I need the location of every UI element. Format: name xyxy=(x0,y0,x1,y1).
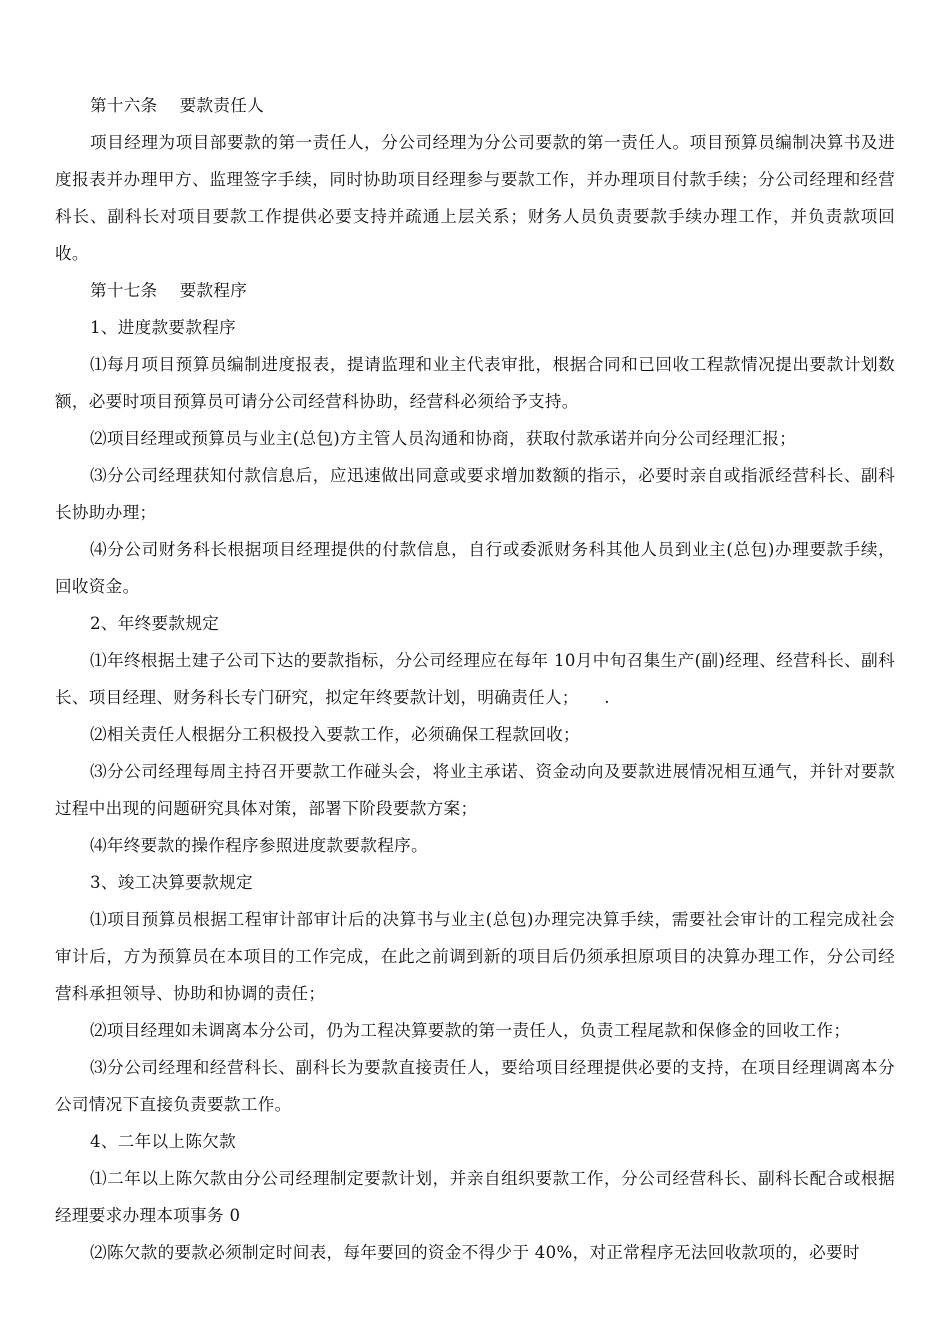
section-2-item-3: ⑶分公司经理每周主持召开要款工作碰头会，将业主承诺、资金动向及要款进展情况相互通气，并针对要款过程中出现的问题研究具体对策，部署下阶段要款方案； xyxy=(55,762,895,818)
section-2-item-4: ⑷年终要款的操作程序参照进度款要款程序。 xyxy=(90,836,428,855)
section-2-title: 2、年终要款规定 xyxy=(90,614,220,633)
article-16-body: 项目经理为项目部要款的第一责任人，分公司经理为分公司要款的第一责任人。项目预算员编制决算书及进度报表并办理甲方、监理签字手续，同时协助项目经理参与要款工作，并办理项目付款手续；分公司经理和经营科长、副科长对项目要款工作提供必要支持并疏通上层关系；财务人员负责要款手续办理工作，并负责款项回收。 xyxy=(55,133,895,263)
article-17-heading xyxy=(55,272,895,309)
section-2-item-2: ⑵相关责任人根据分工积极投入要款工作，必须确保工程款回收； xyxy=(90,725,580,744)
section-1-item-3: ⑶分公司经理获知付款信息后，应迅速做出同意或要求增加数额的指示，必要时亲自或指派经营科长、副科长协助办理； xyxy=(55,466,895,522)
section-2-item-1: ⑴年终根据土建子公司下达的要款指标，分公司经理应在每年 10月中旬召集生产(副)经理、经营科长、副科长、项目经理、财务科长专门研究，拟定年终要款计划，明确责任人； . xyxy=(55,651,895,707)
section-1-item-2: ⑵项目经理或预算员与业主(总包)方主管人员沟通和协商，获取付款承诺并向分公司经理汇报； xyxy=(90,429,797,448)
section-3-title: 3、竣工决算要款规定 xyxy=(90,873,253,892)
section-1-title: 1、进度款要款程序 xyxy=(90,318,237,337)
article-16-title: 要款责任人 xyxy=(179,96,265,115)
section-4-title: 4、二年以上陈欠款 xyxy=(90,1132,237,1151)
section-4-item-1: ⑴二年以上陈欠款由分公司经理制定要款计划，并亲自组织要款工作，分公司经营科长、副科长配合或根据经理要求办理本项事务 0 xyxy=(55,1169,895,1225)
article-17-number: 第十七条 xyxy=(90,281,158,300)
section-4-item-2: ⑵陈欠款的要款必须制定时间表，每年要回的资金不得少于 40%，对正常程序无法回收款项的，必要时 xyxy=(90,1243,860,1262)
document-page xyxy=(55,87,895,1271)
section-1-item-4: ⑷分公司财务科长根据项目经理提供的付款信息，自行或委派财务科其他人员到业主(总包)办理要款手续，回收资金。 xyxy=(55,540,895,596)
section-3-item-1: ⑴项目预算员根据工程审计部审计后的决算书与业主(总包)办理完决算手续，需要社会审计的工程完成社会审计后，方为预算员在本项目的工作完成，在此之前调到新的项目后仍须承担原项目的决算办理工作，分公司经营科承担领导、协助和协调的责任； xyxy=(55,910,895,1003)
section-1-item-1: ⑴每月项目预算员编制进度报表，提请监理和业主代表审批，根据合同和已回收工程款情况提出要款计划数额，必要时项目预算员可请分公司经营科协助，经营科必须给予支持。 xyxy=(55,355,895,411)
article-16-number: 第十六条 xyxy=(90,96,158,115)
article-17-title: 要款程序 xyxy=(179,281,248,300)
article-16-heading xyxy=(55,87,895,124)
section-3-item-2: ⑵项目经理如未调离本分公司，仍为工程决算要款的第一责任人，负责工程尾款和保修金的回收工作； xyxy=(90,1021,851,1040)
section-3-item-3: ⑶分公司经理和经营科长、副科长为要款直接责任人，要给项目经理提供必要的支持，在项目经理调离本分公司情况下直接负责要款工作。 xyxy=(55,1058,895,1114)
